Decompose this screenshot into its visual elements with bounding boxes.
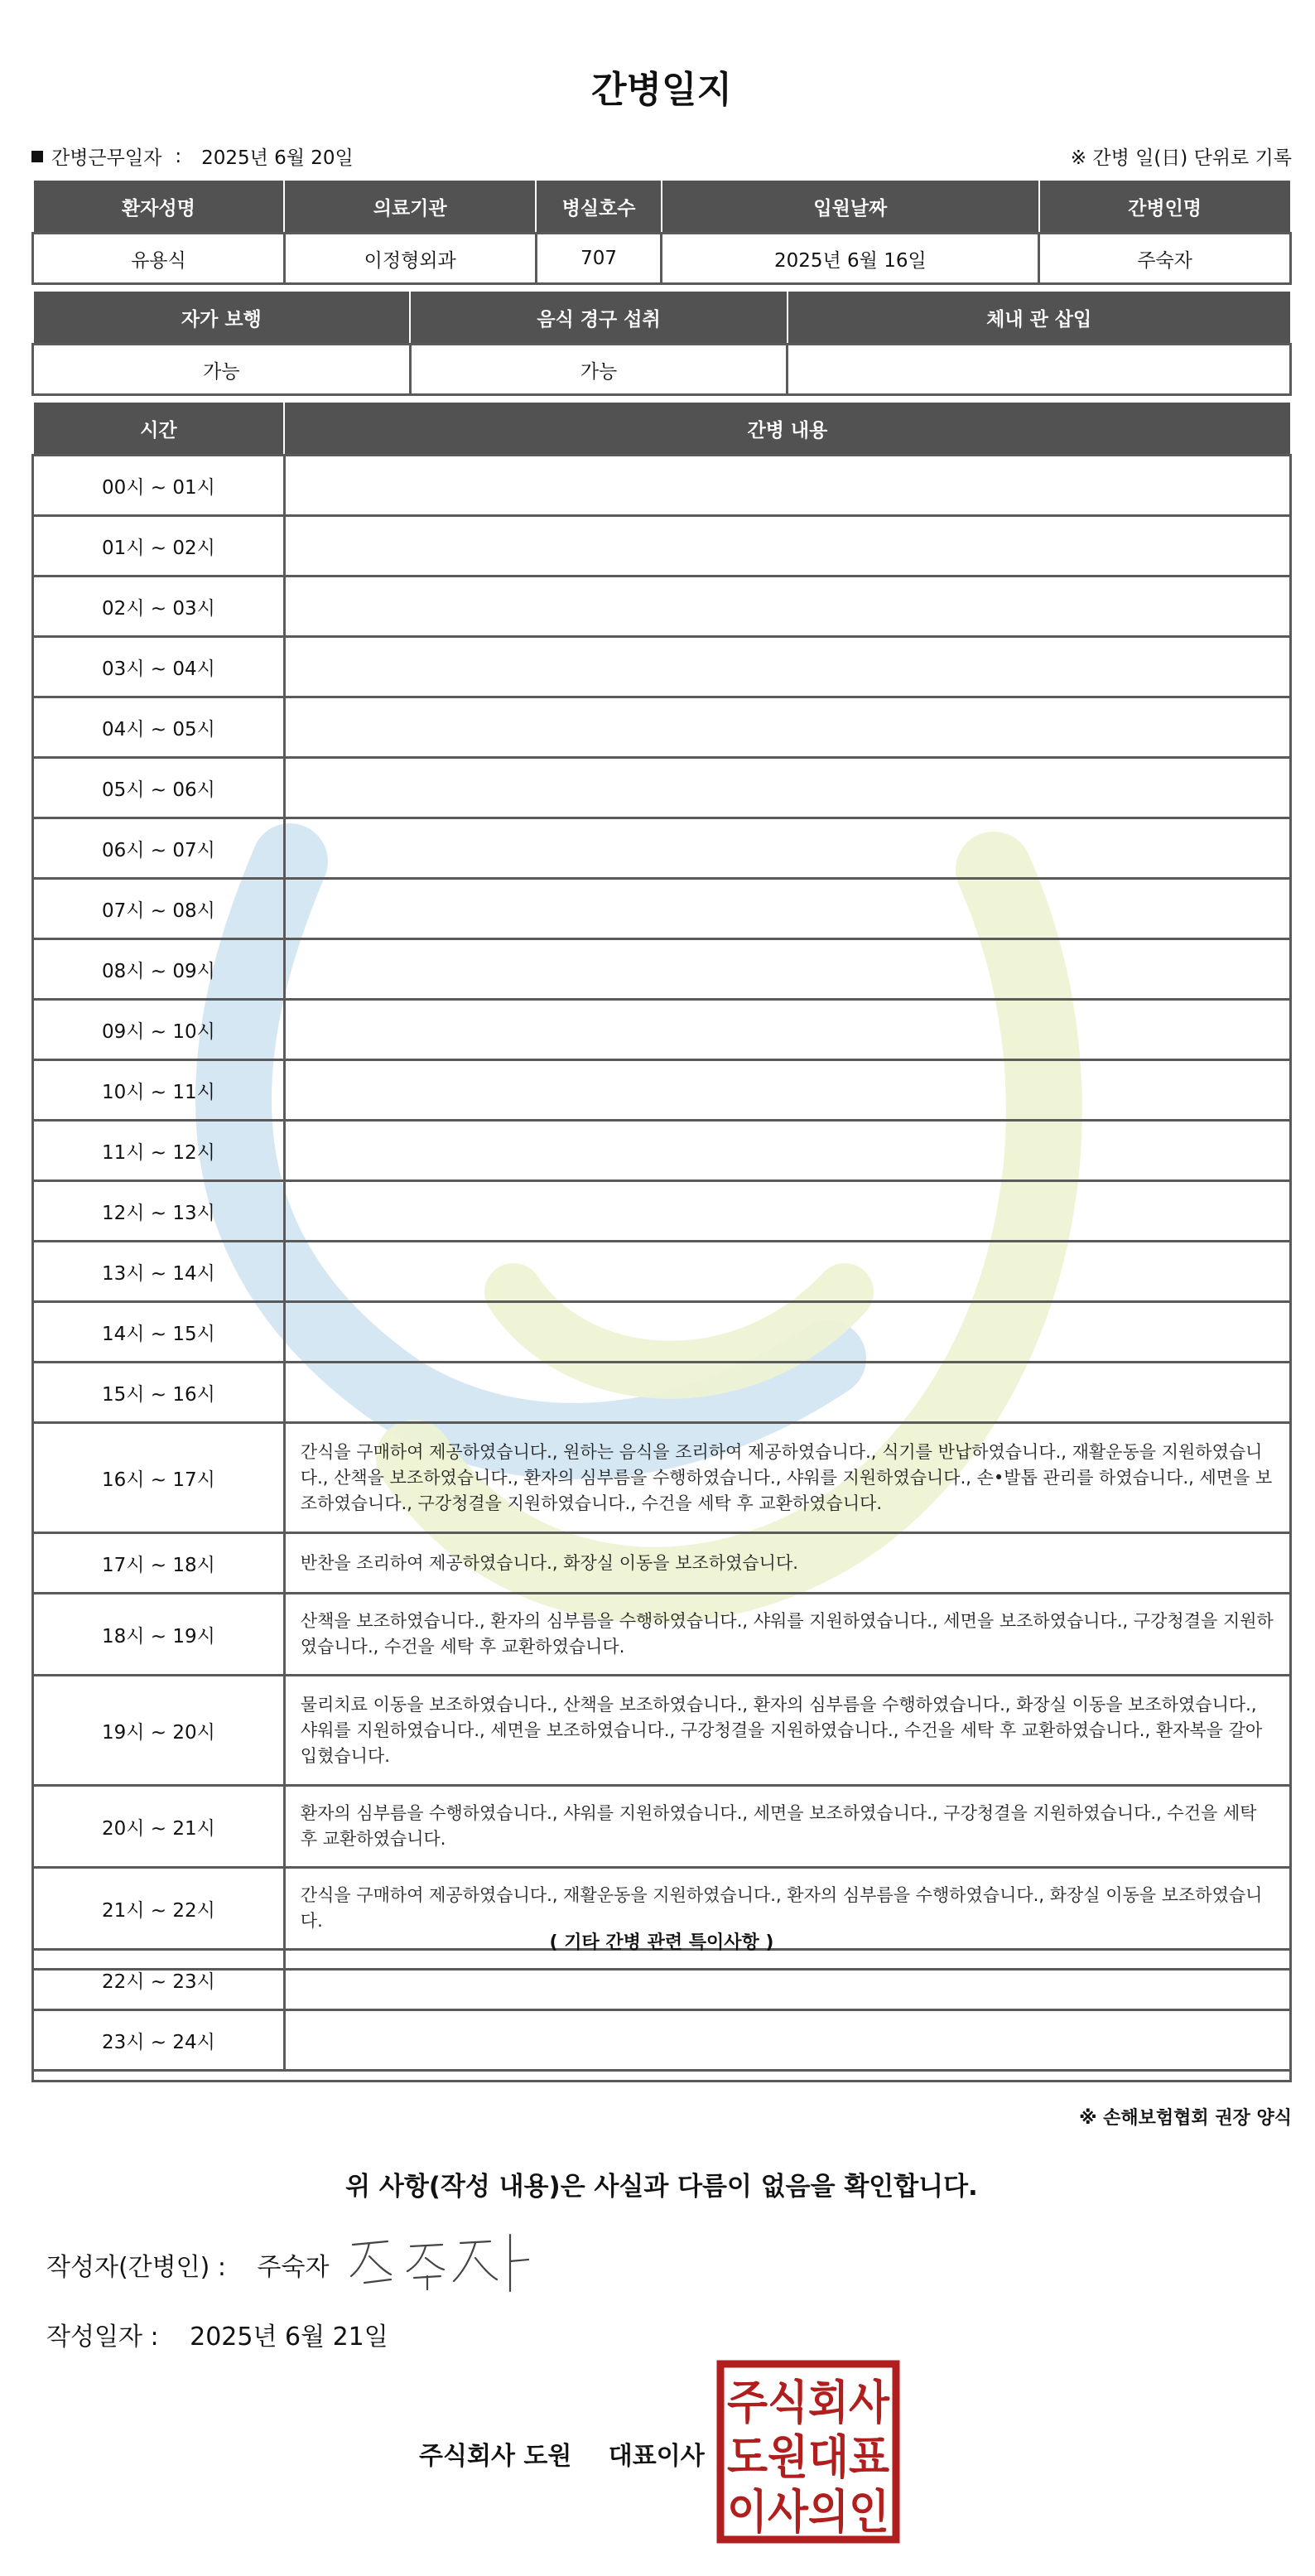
care-content-cell xyxy=(284,879,1290,939)
time-cell: 14시 ~ 15시 xyxy=(33,1302,285,1363)
company-title: 대표이사 xyxy=(608,2442,705,2471)
special-notes-label: ( 기타 간병 관련 특이사항 ) xyxy=(549,1932,774,1953)
care-content-cell xyxy=(284,1000,1290,1060)
patient-info-table xyxy=(31,181,1292,285)
table-row xyxy=(33,1423,1291,1533)
time-cell: 00시 ~ 01시 xyxy=(33,456,285,516)
table-row xyxy=(33,1786,1291,1868)
care-content-cell xyxy=(284,576,1290,637)
care-content-cell xyxy=(284,1121,1290,1181)
care-content-cell xyxy=(284,1060,1290,1121)
form-source-note: ※ 손해보험협회 권장 양식 xyxy=(1079,2108,1292,2129)
time-cell: 13시 ~ 14시 xyxy=(33,1242,285,1302)
table-row xyxy=(33,516,1291,576)
time-cell: 05시 ~ 06시 xyxy=(33,758,285,818)
company-seal-stamp xyxy=(715,2359,901,2545)
tube-insertion-value xyxy=(788,345,1291,395)
table-row xyxy=(33,879,1291,939)
svg-text:도원대표: 도원대표 xyxy=(727,2431,889,2485)
caregiver-name: 주숙자 xyxy=(1039,234,1291,284)
patient-info-value-row xyxy=(33,234,1291,284)
time-cell: 17시 ~ 18시 xyxy=(33,1533,285,1594)
time-cell: 01시 ~ 02시 xyxy=(33,516,285,576)
header-time: 시간 xyxy=(33,403,285,456)
header-admission-date: 입원날짜 xyxy=(662,181,1039,234)
table-row xyxy=(33,1363,1291,1423)
written-date-line xyxy=(46,2316,388,2352)
time-cell: 12시 ~ 13시 xyxy=(33,1181,285,1242)
time-cell: 11시 ~ 12시 xyxy=(33,1121,285,1181)
time-cell: 15시 ~ 16시 xyxy=(33,1363,285,1423)
square-bullet-icon xyxy=(31,151,43,162)
time-cell: 19시 ~ 20시 xyxy=(33,1676,285,1786)
time-cell: 20시 ~ 21시 xyxy=(33,1786,285,1868)
care-content-cell xyxy=(284,456,1290,516)
time-cell: 16시 ~ 17시 xyxy=(33,1423,285,1533)
care-content-cell: 간식을 구매하여 제공하였습니다., 원하는 음식을 조리하여 제공하였습니다., 식기를 반납하였습니다., 재활운동을 지원하였습니다., 산책을 보조하였습니다., 환자의 심부름을 수행하였습니다., 샤워를 지원하였습니다., 손•발톱 관리를 하였습니다., 세면을 보조하였습니다., 구강청결을 지원하였습니다., 수건을 세탁 후 교환하였습니다. xyxy=(284,1423,1290,1533)
room-number: 707 xyxy=(536,234,662,284)
written-date-label: 작성일자 : xyxy=(46,2323,159,2352)
written-date-value: 2025년 6월 21일 xyxy=(190,2323,388,2352)
company-signature-line xyxy=(419,2435,705,2472)
patient-status-table xyxy=(31,292,1292,396)
time-cell: 21시 ~ 22시 xyxy=(33,1868,285,1950)
writer-label: 작성자(간병인) : xyxy=(46,2253,226,2282)
care-content-cell xyxy=(284,516,1290,576)
header-hospital: 의료기관 xyxy=(284,181,536,234)
header-caregiver-name: 간병인명 xyxy=(1039,181,1291,234)
time-cell: 07시 ~ 08시 xyxy=(33,879,285,939)
hourly-care-table xyxy=(31,403,1292,2072)
self-walking-value: 가능 xyxy=(33,345,411,395)
time-cell: 23시 ~ 24시 xyxy=(33,2010,285,2071)
care-content-cell: 간식을 구매하여 제공하였습니다., 재활운동을 지원하였습니다., 환자의 심부름을 수행하였습니다., 화장실 이동을 보조하였습니다. xyxy=(284,1868,1290,1950)
care-content-cell xyxy=(284,1302,1290,1363)
handwritten-signature xyxy=(344,2228,535,2294)
care-content-cell xyxy=(284,818,1290,879)
care-content-cell: 반찬을 조리하여 제공하였습니다., 화장실 이동을 보조하였습니다. xyxy=(284,1533,1290,1594)
table-row xyxy=(33,1594,1291,1676)
table-row xyxy=(33,637,1291,697)
table-row xyxy=(33,576,1291,637)
hospital-name: 이정형외과 xyxy=(284,234,536,284)
work-date-value: 2025년 6월 20일 xyxy=(201,147,354,169)
table-row xyxy=(33,456,1291,516)
time-cell: 08시 ~ 09시 xyxy=(33,939,285,1000)
time-cell: 10시 ~ 11시 xyxy=(33,1060,285,1121)
admission-date: 2025년 6월 16일 xyxy=(662,234,1039,284)
writer-name: 주숙자 xyxy=(257,2253,330,2282)
page-title: 간병일지 xyxy=(590,69,732,111)
header-care-content: 간병 내용 xyxy=(284,403,1290,456)
table-row xyxy=(33,758,1291,818)
status-value-row xyxy=(33,345,1291,395)
table-row xyxy=(33,1242,1291,1302)
writer-line xyxy=(46,2246,329,2283)
patient-name: 유용식 xyxy=(33,234,285,284)
svg-text:주식회사: 주식회사 xyxy=(727,2376,890,2430)
daily-record-note: ※ 간병 일(日) 단위로 기록 xyxy=(1070,147,1292,169)
time-cell: 03시 ~ 04시 xyxy=(33,637,285,697)
status-header-row xyxy=(33,292,1291,345)
table-row xyxy=(33,1181,1291,1242)
table-row xyxy=(33,939,1291,1000)
svg-text:이사의인: 이사의인 xyxy=(727,2486,889,2540)
time-cell: 02시 ~ 03시 xyxy=(33,576,285,637)
time-cell: 04시 ~ 05시 xyxy=(33,697,285,758)
care-content-cell xyxy=(284,697,1290,758)
care-content-cell: 환자의 심부름을 수행하였습니다., 샤워를 지원하였습니다., 세면을 보조하였습니다., 구강청결을 지원하였습니다., 수건을 세탁 후 교환하였습니다. xyxy=(284,1786,1290,1868)
company-name: 주식회사 도원 xyxy=(419,2442,572,2471)
table-row xyxy=(33,1000,1291,1060)
table-row xyxy=(33,1676,1291,1786)
work-date-label: 간병근무일자 xyxy=(51,147,162,169)
care-content-cell xyxy=(284,1363,1290,1423)
header-self-walking: 자가 보행 xyxy=(33,292,411,345)
work-date-line xyxy=(31,142,354,170)
header-oral-intake: 음식 경구 섭취 xyxy=(410,292,788,345)
patient-info-header-row xyxy=(33,181,1291,234)
table-row xyxy=(33,697,1291,758)
header-room-number: 병실호수 xyxy=(536,181,662,234)
oral-intake-value: 가능 xyxy=(410,345,788,395)
table-row xyxy=(33,1533,1291,1594)
care-content-cell xyxy=(284,1242,1290,1302)
confirmation-statement: 위 사항(작성 내용)은 사실과 다름이 없음을 확인합니다. xyxy=(345,2172,978,2202)
table-row xyxy=(33,1060,1291,1121)
care-content-cell xyxy=(284,637,1290,697)
table-row xyxy=(33,818,1291,879)
care-content-cell: 산책을 보조하였습니다., 환자의 심부름을 수행하였습니다., 샤워를 지원하였습니다., 세면을 보조하였습니다., 구강청결을 지원하였습니다., 수건을 세탁 후 교환하였습니다. xyxy=(284,1594,1290,1676)
time-cell: 18시 ~ 19시 xyxy=(33,1594,285,1676)
time-cell: 06시 ~ 07시 xyxy=(33,818,285,879)
table-row xyxy=(33,1302,1291,1363)
special-notes-box xyxy=(31,1968,1292,2082)
header-patient-name: 환자성명 xyxy=(33,181,285,234)
care-content-cell: 물리치료 이동을 보조하였습니다., 산책을 보조하였습니다., 환자의 심부름을 수행하였습니다., 화장실 이동을 보조하였습니다., 샤워를 지원하였습니다., 세면을 보조하였습니다., 구강청결을 지원하였습니다., 수건을 세탁 후 교환하였습니다., 환자복을 갈아입혔습니다. xyxy=(284,1676,1290,1786)
care-content-cell xyxy=(284,1181,1290,1242)
time-cell: 22시 ~ 23시 xyxy=(33,1950,285,2010)
header-tube-insertion: 체내 관 삽입 xyxy=(788,292,1291,345)
work-date-separator: : xyxy=(175,145,182,167)
care-content-cell xyxy=(284,939,1290,1000)
care-content-cell xyxy=(284,758,1290,818)
time-cell: 09시 ~ 10시 xyxy=(33,1000,285,1060)
table-row xyxy=(33,1121,1291,1181)
care-header-row xyxy=(33,403,1291,456)
